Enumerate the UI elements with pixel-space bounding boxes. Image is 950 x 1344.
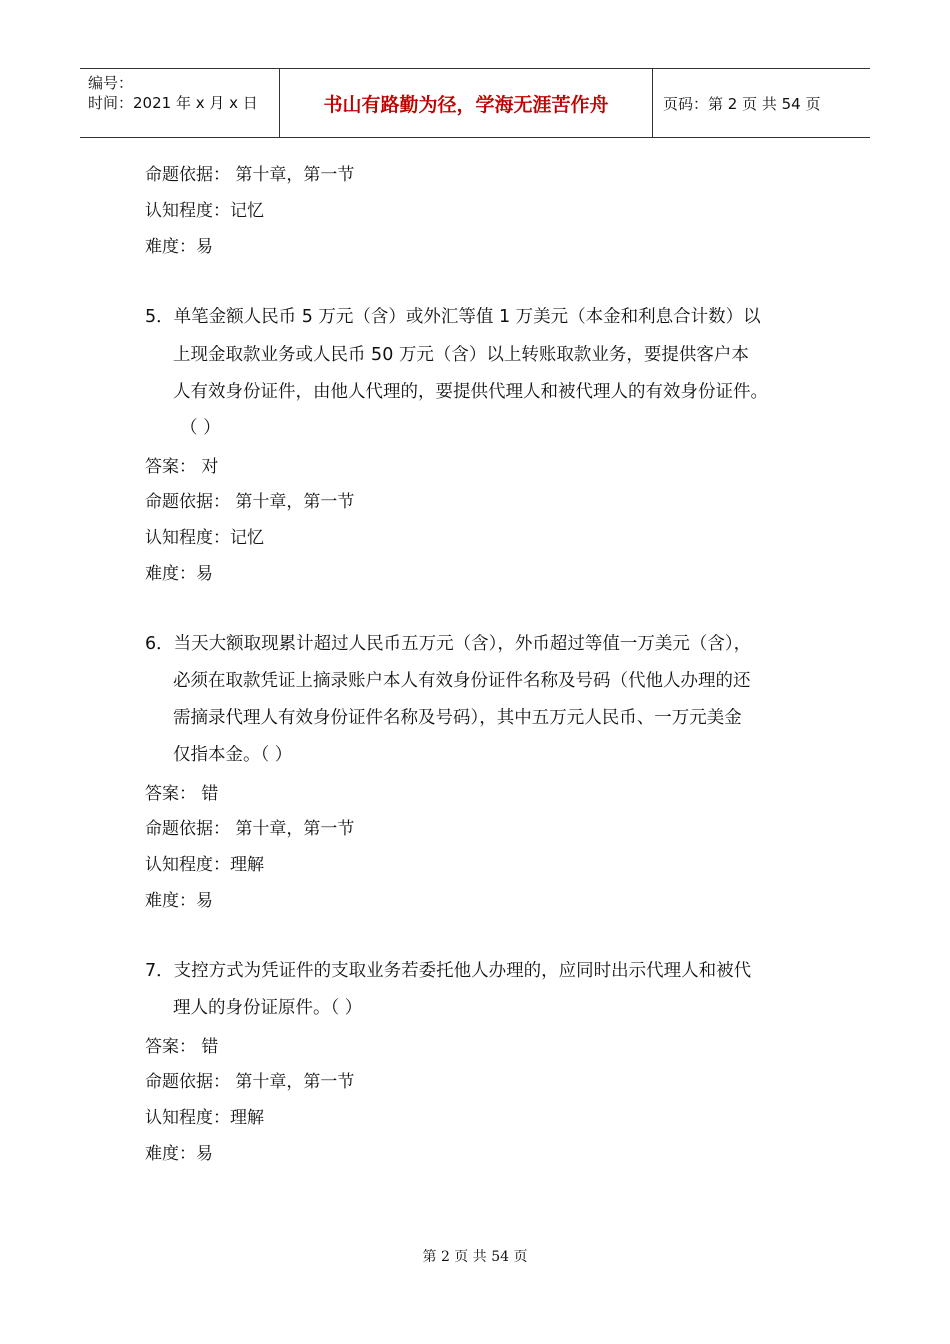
header-motto: 书山有路勤为径，学海无涯苦作舟 [280,69,653,137]
question-7-line-2: 理人的身份证原件。（ ） [173,998,363,1018]
answer-text: 答案： 错 [145,1037,219,1057]
basis-text: 命题依据： 第十章，第一节 [145,492,355,512]
question-5-line-4: （ ） [180,418,221,438]
level-text: 认知程度：记忆 [145,201,264,221]
basis-text: 命题依据： 第十章，第一节 [145,819,355,839]
answer-text: 答案： 错 [145,784,219,804]
number-label: 编号： [88,74,134,92]
time-label: 时间：2021 年 x 月 x 日 [88,94,258,112]
level-text: 认知程度：理解 [145,855,264,875]
question-5-line-1: 5．单笔金额人民币 5 万元（含）或外汇等值 1 万美元（本金和利息合计数）以 [145,307,761,327]
difficulty-text: 难度：易 [145,891,213,911]
question-6-line-1: 6．当天大额取现累计超过人民币五万元（含），外币超过等值一万美元（含）， [145,634,752,654]
header-page-info: 页码：第 2 页 共 54 页 [663,94,821,113]
question-5-line-3: 人有效身份证件，由他人代理的，要提供代理人和被代理人的有效身份证件。 [173,382,768,402]
level-text: 认知程度：理解 [145,1108,264,1128]
page-footer: 第 2 页 共 54 页 [422,1249,528,1265]
basis-text: 命题依据： 第十章，第一节 [145,1072,355,1092]
basis-text: 命题依据： 第十章，第一节 [145,165,355,185]
answer-text: 答案： 对 [145,457,219,477]
question-7-line-1: 7．支控方式为凭证件的支取业务若委托他人办理的，应同时出示代理人和被代 [145,961,752,981]
question-6-line-3: 需摘录代理人有效身份证件名称及号码），其中五万元人民币、一万元美金 [173,708,742,728]
difficulty-text: 难度：易 [145,564,213,584]
page-header [80,68,870,138]
level-text: 认知程度：记忆 [145,528,264,548]
question-5-line-2: 上现金取款业务或人民币 50 万元（含）以上转账取款业务，要提供客户本 [173,345,749,365]
header-meta [80,69,280,137]
question-6-line-2: 必须在取款凭证上摘录账户本人有效身份证件名称及号码（代他人办理的还 [173,671,751,691]
question-6-line-4: 仅指本金。（ ） [173,745,293,765]
difficulty-text: 难度：易 [145,1144,213,1164]
difficulty-text: 难度：易 [145,237,213,257]
